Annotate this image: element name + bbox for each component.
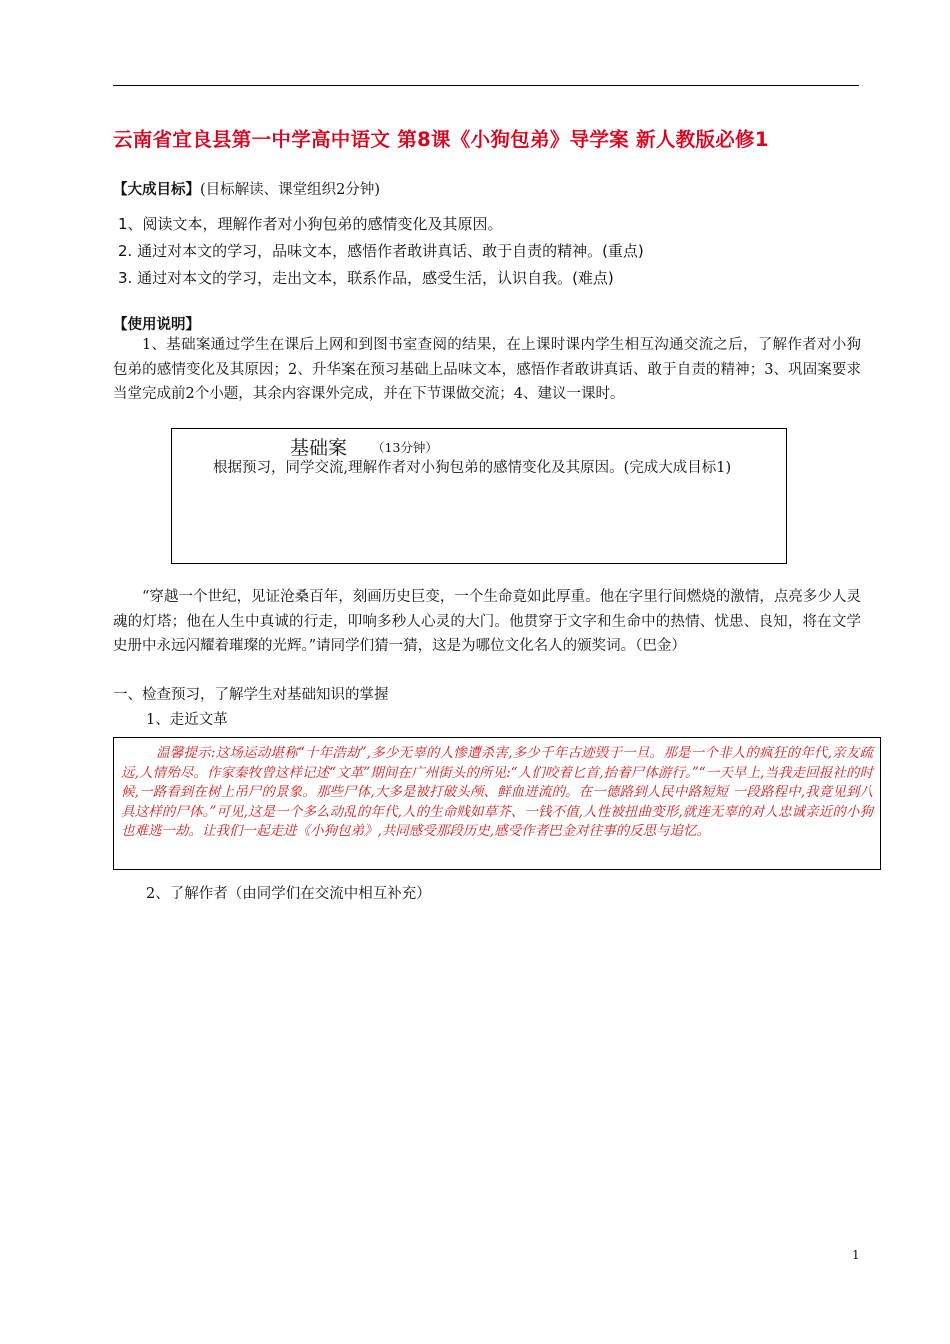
tip-text: 温馨提示:这场运动堪称“十年浩劫”,多少无辜的人惨遭杀害,多少千年古迹毁于一旦。那是一个非人的疯狂的年代,亲友疏远,人情殆尽。作家秦牧曾这样记述“文革”期间在广州街头的所见:“人们咬着匕首,抬着尸体游行。”“一天早上,当我走回报社的时候,一路看到在树上吊尸的景象。那些尸体,大多是被打破头颅、鲜血迸流的。在一德路到人民中路短短 一段路程中,我竟见到八具这样的尸体。”可见,这是一个多么动乱的年代,人的生命贱如草芥、一钱不值,人性被扭曲变形,就连无辜的对人忠诚亲近的小狗也难逃一劫。让我们一起走进《小狗包弟》,共同感受那段历史,感受作者巴金对往事的反思与追忆。 [121, 745, 873, 839]
usage-heading: 【使用说明】 [113, 317, 200, 333]
document-title: 云南省宜良县第一中学高中语文 第8课《小狗包弟》导学案 新人教版必修1 [113, 128, 769, 151]
usage-heading-line [113, 313, 200, 334]
intro-quote: “穿越一个世纪，见证沧桑百年，刻画历史巨变，一个生命竟如此厚重。他在字里行间燃烧的激情，点亮多少人灵魂的灯塔；他在人生中真诚的行走，叩响多秒人心灵的大门。他贯穿于文字和生命中的热情、忧患、良知，将在文学史册中永远闪耀着璀璨的光辉。”请同学们猜一猜，这是为哪位文化名人的颁奖词。（巴金） [113, 589, 861, 654]
goals-heading-line [113, 178, 380, 199]
section-one-item-1: 1、走近文革 [146, 712, 228, 728]
basic-case-box [171, 428, 787, 564]
goal-item: 2. 通过对本文的学习，品味文本，感悟作者敢讲真话、敢于自责的精神。(重点) [118, 242, 644, 260]
basic-case-text: 根据预习，同学交流,理解作者对小狗包弟的感情变化及其原因。(完成大成目标1) [213, 460, 732, 476]
goals-heading: 【大成目标】 [113, 182, 200, 198]
section-one-heading: 一、检查预习，了解学生对基础知识的掌握 [113, 687, 389, 703]
section-one-item-2: 2、了解作者（由同学们在交流中相互补充） [146, 886, 431, 902]
usage-paragraph: 1、基础案通过学生在课后上网和到图书室查阅的结果，在上课时课内学生相互沟通交流之后，了解作者对小狗包弟的感情变化及其原因；2、升华案在预习基础上品味文本，感悟作者敢讲真话、敢于自责的精神；3、巩固案要求当堂完成前2个小题，其余内容课外完成，并在下节课做交流；4、建议一课时。 [113, 337, 861, 402]
goals-note: (目标解读、课堂组织2分钟) [200, 182, 381, 198]
basic-case-title: 基础案 [290, 437, 348, 459]
tip-box [113, 737, 881, 870]
top-rule [113, 85, 859, 86]
basic-case-time: （13分钟） [372, 440, 438, 455]
page-number: 1 [852, 1248, 860, 1262]
goal-item: 1、阅读文本，理解作者对小狗包弟的感情变化及其原因。 [118, 215, 503, 233]
goal-item: 3. 通过对本文的学习，走出文本，联系作品，感受生活，认识自我。(难点) [118, 269, 614, 287]
goals-list [118, 211, 644, 292]
